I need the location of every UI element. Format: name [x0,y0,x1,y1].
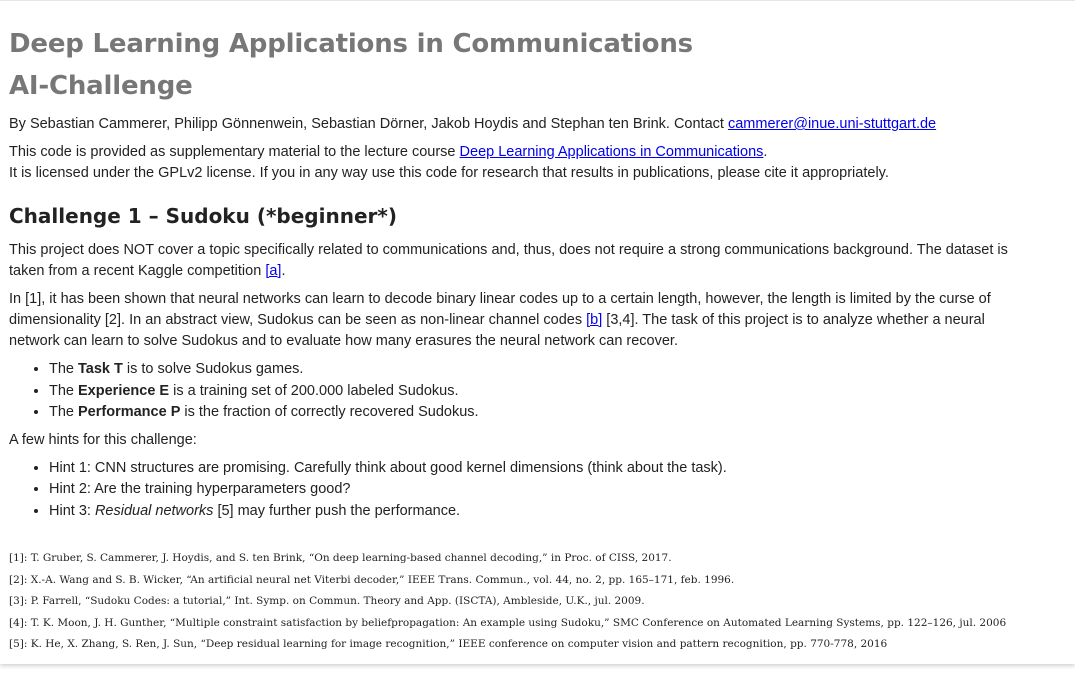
list-item-text: is a training set of 200.000 labeled Sudokus. [169,382,459,399]
page-subtitle: AI-Challenge [9,71,193,101]
hint-italic: Residual networks [94,502,214,519]
list-item-text: The [49,361,79,377]
tep-list [9,359,1029,424]
list-item-text: The [49,404,79,420]
intro-text: In [1], it has been shown that neural networks can learn to decode binary linear codes up to a certain length, however, the length is limited by the curse of dimensionality [2]. In an abstract view, Sudokus can be seen as non-linear channel codes [9,291,991,328]
intro-paragraph [9,289,1029,352]
markdown-cell [0,1,1029,656]
list-item-bold: Performance P [78,404,181,420]
dataset-period: . [281,263,286,279]
list-item-text: is to solve Sudokus games. [122,361,304,377]
dataset-text: This project does NOT cover a topic specifically related to communications and, thus, does not require a strong communications background. The dataset is taken from a recent Kaggle competition [9,242,1008,279]
hint-text: Hint 3: [49,502,95,519]
authors-text: By Sebastian Cammerer, Philipp Gönnenwein, Sebastian Dörner, Jakob Hoydis and Stephan ten Brink. Contact [9,116,728,132]
license-paragraph [9,142,1029,184]
reference-item: [4]: T. K. Moon, J. H. Gunther, “Multiple constraint satisfaction by beliefpropagation: An example using Sudoku,” SMC Conference on Automated Learning Systems, pp. 122–126, jul. 2006 [9,616,1007,629]
list-item-performance [49,402,1029,424]
list-item-task [49,359,1029,381]
sudoku-codes-link[interactable]: [b] [586,312,603,328]
kaggle-link[interactable]: [a] [265,263,282,279]
hint-item-3 [49,501,1029,523]
intro-text-cont: [3,4]. The task of this project is to analyze whether a neural network can learn to solve Sudokus and to evaluate how many erasures the neural network can recover. [9,312,985,349]
reference-item: [2]: X.-A. Wang and S. B. Wicker, “An artificial neural net Viterbi decoder,” IEEE Trans. Commun., vol. 44, no. 2, pp. 165–171, feb. 1996. [9,573,735,586]
reference-item: [3]: P. Farrell, “Sudoku Codes: a tutorial,” Int. Symp. on Commun. Theory and App. (ISCTA), Ambleside, U.K., jul. 2009. [9,595,645,607]
license-period: . [763,144,768,160]
course-link[interactable]: Deep Learning Applications in Communications [459,144,764,160]
authors-paragraph [9,114,1029,135]
hint-item-2 [49,479,1029,501]
references-list [9,548,1029,656]
dataset-paragraph [9,240,1029,282]
page-title: Deep Learning Applications in Communications [9,29,693,59]
list-item-text: is the fraction of correctly recovered Sudokus. [180,404,479,420]
contact-email-link[interactable]: cammerer@inue.uni-stuttgart.de [727,116,937,132]
list-item-experience [49,381,1029,403]
list-item-text: The [49,382,79,399]
challenge-heading: Challenge 1 – Sudoku (*beginner*) [9,204,397,228]
hint-text: Hint 2: Are the training hyperparameters good? [49,481,351,497]
hint-text: Hint 1: CNN structures are promising. Carefully think about good kernel dimensions (think about the task). [49,459,727,476]
hints-list [9,458,1029,523]
license-line2: It is licensed under the GPLv2 license. If you in any way use this code for research that results in publications, please cite it appropriately. [9,165,889,181]
reference-item: [1]: T. Gruber, S. Cammerer, J. Hoydis, and S. ten Brink, “On deep learning-based channel decoding,” in Proc. of CISS, 2017. [9,552,672,564]
list-item-bold: Experience E [78,382,170,399]
reference-item: [5]: K. He, X. Zhang, S. Ren, J. Sun, “Deep residual learning for image recognition,” IEEE conference on computer vision and pattern recognition, pp. 770-778, 2016 [9,638,888,650]
hint-text: [5] may further push the performance. [213,502,461,519]
hints-intro: A few hints for this challenge: [9,431,197,448]
hint-item-1 [49,458,1029,480]
license-text: This code is provided as supplementary material to the lecture course [9,144,460,160]
list-item-bold: Task T [78,361,123,377]
